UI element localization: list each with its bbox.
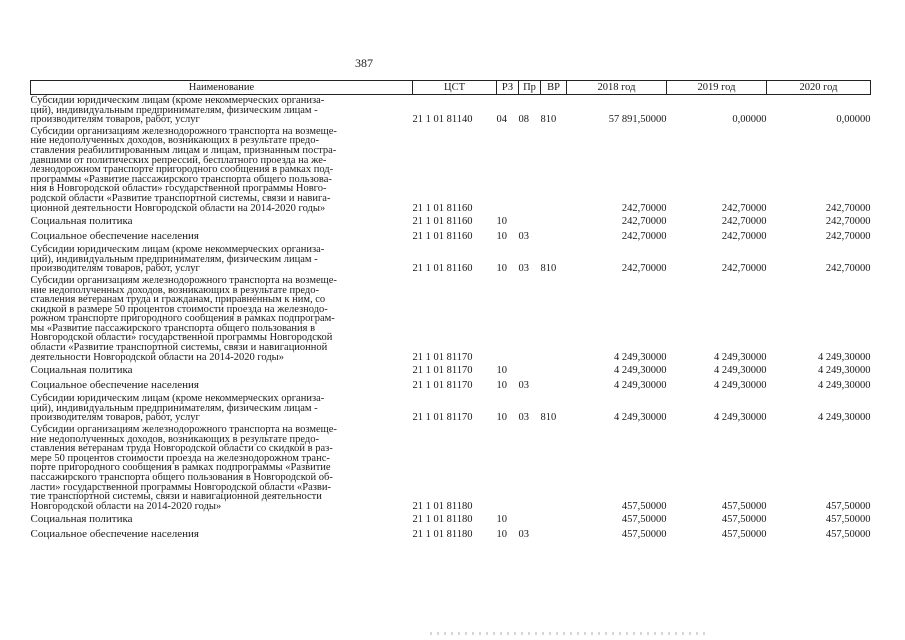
row-pr: 03 — [518, 529, 529, 541]
row-rz: 10 — [496, 529, 507, 541]
row-value-2020: 242,70000 — [825, 202, 871, 214]
row-value-2020: 457,50000 — [825, 500, 871, 512]
row-name-line: Социальное обеспечение населения — [30, 230, 199, 243]
row-name-line: деятельности Новгородской области на 2014-2020 годы» — [30, 351, 284, 363]
row-name-line: тие транспортной системы, связи и навигационной деятельности — [30, 491, 322, 503]
row-vr — [541, 126, 567, 214]
row-value-2020: 4 249,30000 — [818, 351, 871, 363]
row-value-2019: 4 249,30000 — [714, 351, 767, 363]
row-cst: 21 1 01 81180 — [412, 529, 473, 541]
row-name-line: давшими от политических репрессий, бесплатного проезда на же- — [30, 154, 327, 166]
table-row — [31, 393, 871, 424]
row-name — [31, 393, 413, 424]
row-value-2018: 4 249,30000 — [614, 365, 667, 377]
row-value-2019: 0,00000 — [732, 114, 767, 126]
row-cst: 21 1 01 81160 — [412, 231, 473, 243]
row-name-line: Субсидии юридическим лицам (кроме некоммерческих организа- — [30, 244, 325, 256]
row-name-line: программы «Развитие пассажирского транспорта общего пользова- — [30, 173, 332, 185]
row-name — [31, 424, 413, 512]
row-cst: 21 1 01 81180 — [412, 514, 473, 526]
row-value-2020: 4 249,30000 — [818, 412, 871, 424]
row-name-line: производителям товаров, работ, услуг — [30, 263, 200, 275]
budget-table — [30, 80, 871, 542]
row-value-2020: 457,50000 — [825, 529, 871, 541]
row-name-line: Социальное обеспечение населения — [30, 379, 199, 392]
table-row — [31, 378, 871, 393]
row-name-line: порте пригородного сообщения в рамках подпрограммы «Развитие — [30, 462, 331, 474]
row-name — [31, 229, 413, 244]
row-vr: 810 — [540, 412, 557, 424]
column-header-2020: 2020 год — [767, 81, 871, 95]
row-name — [31, 527, 413, 542]
row-pr — [519, 275, 541, 363]
table-row — [31, 214, 871, 229]
row-value-2019: 242,70000 — [721, 216, 767, 228]
row-value-2019: 4 249,30000 — [714, 365, 767, 377]
row-value-2020: 242,70000 — [825, 231, 871, 243]
row-rz: 10 — [496, 263, 507, 275]
page-number: 387 — [355, 56, 373, 70]
row-rz: 10 — [496, 412, 507, 424]
row-name-line: мы «Развитие пассажирского транспорта общего пользования в — [30, 322, 316, 334]
row-name-line: рожном транспорте пригородного сообщения в рамках подпрограм- — [30, 313, 335, 325]
row-rz — [497, 424, 519, 512]
row-name-line: родской области «Развитие транспортной системы, связи и навига- — [30, 192, 331, 204]
row-value-2020: 457,50000 — [825, 514, 871, 526]
row-name — [31, 244, 413, 275]
row-rz: 10 — [496, 365, 507, 377]
row-rz: 04 — [496, 114, 507, 126]
row-pr: 08 — [518, 114, 529, 126]
row-name-line: ние недополученных доходов, возникающих в результате предо- — [30, 135, 319, 147]
row-value-2019: 457,50000 — [721, 500, 767, 512]
row-vr: 810 — [540, 114, 557, 126]
row-name-line: ционной деятельности Новгородской области на 2014-2020 годы» — [30, 202, 326, 214]
row-name — [31, 126, 413, 214]
row-value-2019: 242,70000 — [721, 263, 767, 275]
row-name-line: Новгородской области» государственной программы Новгородской — [30, 332, 333, 344]
row-name-line: Новгородской области на 2014-2020 годы» — [30, 500, 222, 512]
row-value-2020: 0,00000 — [836, 114, 871, 126]
row-name-line: производителям товаров, работ, услуг — [30, 114, 200, 126]
row-value-2020: 4 249,30000 — [818, 365, 871, 377]
row-name-line: Субсидии организациям железнодорожного транспорта на возмеще- — [30, 424, 337, 436]
row-value-2018: 57 891,50000 — [608, 114, 667, 126]
column-header-pr: Пр — [519, 81, 541, 95]
row-value-2018: 457,50000 — [621, 529, 667, 541]
row-pr — [519, 126, 541, 214]
table-row — [31, 424, 871, 512]
scan-artifact — [430, 632, 710, 635]
row-name-line: пассажирского транспорта общего пользования в Новгородской об- — [30, 472, 333, 483]
row-pr — [519, 424, 541, 512]
row-cst: 21 1 01 81170 — [412, 365, 473, 377]
row-value-2020: 242,70000 — [825, 263, 871, 275]
row-vr — [541, 378, 567, 393]
row-value-2019: 457,50000 — [721, 529, 767, 541]
row-rz: 10 — [496, 514, 507, 526]
row-name-line: области «Развитие транспортной системы, связи и навигационной — [30, 342, 328, 354]
column-header-vr: ВР — [541, 81, 567, 95]
table-header-row — [31, 81, 871, 95]
row-rz: 10 — [496, 380, 507, 392]
table-row — [31, 126, 871, 214]
row-vr: 810 — [540, 263, 557, 275]
row-name-line: Социальная политика — [30, 513, 133, 526]
row-value-2019: 4 249,30000 — [714, 380, 767, 392]
row-name-line: Социальная политика — [30, 215, 133, 228]
table-row — [31, 229, 871, 244]
row-name-line: мере 50 процентов стоимости проезда на железнодорожном транс- — [30, 452, 330, 464]
row-value-2018: 242,70000 — [621, 216, 667, 228]
row-name — [31, 512, 413, 527]
row-rz — [497, 126, 519, 214]
row-value-2018: 457,50000 — [621, 500, 667, 512]
row-name-line: Субсидии организациям железнодорожного транспорта на возмеще- — [30, 125, 337, 137]
table-row — [31, 95, 871, 126]
row-cst: 21 1 01 81180 — [412, 500, 473, 512]
row-name-line: Субсидии организациям железнодорожного транспорта на возмеще- — [30, 274, 337, 286]
row-pr — [519, 512, 541, 527]
row-name-line: Социальное обеспечение населения — [30, 528, 199, 541]
column-header-cst: ЦСТ — [413, 81, 497, 95]
row-rz: 10 — [496, 231, 507, 243]
row-cst: 21 1 01 81140 — [412, 114, 473, 126]
row-cst: 21 1 01 81160 — [412, 202, 473, 214]
row-name-line: ния в Новгородской области» государственной программы Новго- — [30, 183, 327, 195]
row-name-line: Субсидии юридическим лицам (кроме некоммерческих организа- — [30, 393, 325, 405]
table-body — [31, 95, 871, 543]
row-vr — [541, 214, 567, 229]
row-cst: 21 1 01 81170 — [412, 380, 473, 392]
column-header-name: Наименование — [31, 81, 413, 95]
row-cst: 21 1 01 81170 — [412, 351, 473, 363]
row-name-line: производителям товаров, работ, услуг — [30, 412, 200, 424]
row-value-2019: 242,70000 — [721, 202, 767, 214]
row-name-line: ние недополученных доходов, возникающих в результате предо- — [30, 284, 319, 296]
row-name-line: ставления ветеранам труда Новгородской области со скидкой в раз- — [30, 443, 333, 455]
row-name — [31, 214, 413, 229]
row-value-2018: 242,70000 — [621, 202, 667, 214]
row-name-line: ставления реабилитированным лицам и лицам, признанным постра- — [30, 144, 337, 156]
table-row — [31, 244, 871, 275]
row-value-2018: 4 249,30000 — [614, 380, 667, 392]
row-pr: 03 — [518, 380, 529, 392]
row-pr — [519, 214, 541, 229]
row-value-2018: 4 249,30000 — [614, 412, 667, 424]
row-cst: 21 1 01 81160 — [412, 216, 473, 228]
row-cst: 21 1 01 81160 — [412, 263, 473, 275]
row-value-2020: 242,70000 — [825, 216, 871, 228]
row-value-2018: 242,70000 — [621, 263, 667, 275]
row-name-line: ние недополученных доходов, возникающих в результате предо- — [30, 433, 319, 445]
row-name-line: ставления ветеранам труда и гражданам, приравненным к ним, со — [30, 294, 326, 306]
row-name-line: ций), индивидуальным предпринимателям, физическим лицам - — [30, 402, 318, 414]
row-name-line: ций), индивидуальным предпринимателям, физическим лицам - — [30, 253, 318, 265]
row-rz — [497, 275, 519, 363]
row-vr — [541, 363, 567, 378]
row-name-line: Субсидии юридическим лицам (кроме некоммерческих организа- — [30, 95, 325, 106]
row-value-2019: 242,70000 — [721, 231, 767, 243]
row-name — [31, 378, 413, 393]
table-row — [31, 512, 871, 527]
column-header-2019: 2019 год — [667, 81, 767, 95]
table-row — [31, 527, 871, 542]
row-vr — [541, 527, 567, 542]
table-row — [31, 275, 871, 363]
row-pr: 03 — [518, 412, 529, 424]
row-pr: 03 — [518, 231, 529, 243]
row-name-line: лезнодорожном транспорте пригородного сообщения в рамках под- — [30, 164, 334, 176]
row-name — [31, 363, 413, 378]
row-pr — [519, 363, 541, 378]
row-name-line: скидкой в размере 50 процентов стоимости проезда на железнодо- — [30, 303, 328, 315]
row-pr: 03 — [518, 263, 529, 275]
row-cst: 21 1 01 81170 — [412, 412, 473, 424]
row-vr — [541, 424, 567, 512]
row-value-2018: 242,70000 — [621, 231, 667, 243]
row-name-line: Социальная политика — [30, 364, 133, 377]
column-header-2018: 2018 год — [567, 81, 667, 95]
row-vr — [541, 229, 567, 244]
row-vr — [541, 275, 567, 363]
row-value-2020: 4 249,30000 — [818, 380, 871, 392]
row-value-2018: 457,50000 — [621, 514, 667, 526]
row-name — [31, 95, 413, 126]
row-vr — [541, 512, 567, 527]
row-value-2019: 457,50000 — [721, 514, 767, 526]
row-rz: 10 — [496, 216, 507, 228]
row-value-2019: 4 249,30000 — [714, 412, 767, 424]
table-row — [31, 363, 871, 378]
column-header-rz: РЗ — [497, 81, 519, 95]
row-name-line: ций), индивидуальным предпринимателям, физическим лицам - — [30, 104, 318, 116]
row-name-line: ласти» государственной программы Новгородской области «Разви- — [30, 481, 331, 493]
row-value-2018: 4 249,30000 — [614, 351, 667, 363]
row-name — [31, 275, 413, 363]
